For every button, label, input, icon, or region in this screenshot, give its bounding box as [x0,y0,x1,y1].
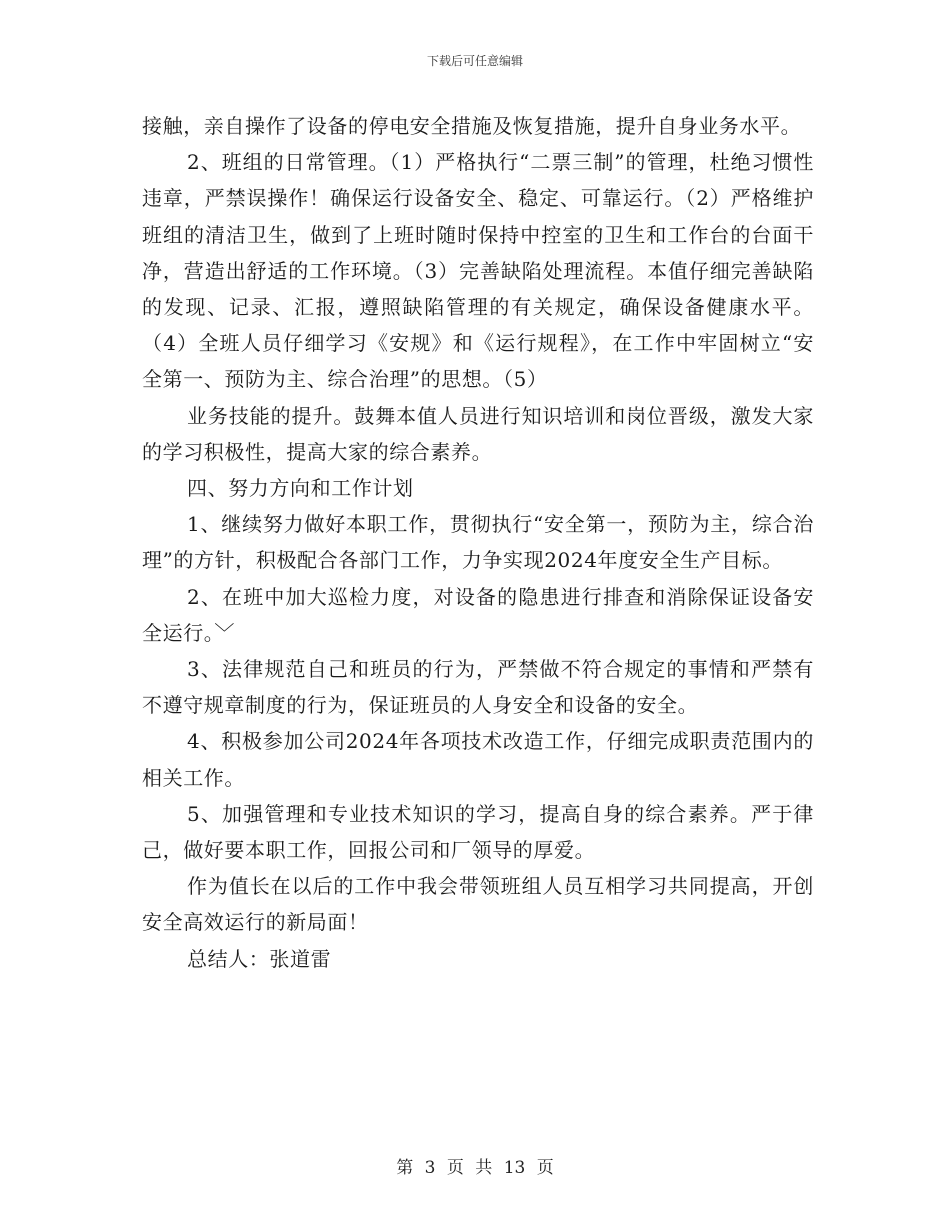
closing-statement: 作为值长在以后的工作中我会带领班组人员互相学习共同提高，开创安全高效运行的新局面！ [142,874,814,935]
plan-item-4: 4、积极参加公司2024年各项技术改造工作，仔细完成职责范围内的相关工作。 [142,729,814,790]
plan-item-3: 3、法律规范自己和班员的行为，严禁做不符合规定的事情和严禁有不遵守规章制度的行为，保证班员的人身安全和设备的安全。 [142,657,814,718]
plan-item-1: 1、继续努力做好本职工作，贯彻执行“安全第一，预防为主，综合治理”的方针，积极配合各部门工作，力争实现2024年度安全生产目标。 [142,512,814,573]
author-line: 总结人：张道雷 [187,946,332,971]
plan-item-2: 2、在班中加大巡检力度，对设备的隐患进行排查和消除保证设备安全运行。﹀ [142,584,814,645]
paragraph-team-management: 2、班组的日常管理。（1）严格执行“二票三制”的管理，杜绝习惯性违章，严禁误操作！确保运行设备安全、稳定、可靠运行。（2）严格维护班组的清洁卫生，做到了上班时随时保持中控室的卫生和工作台的台面干净，营造出舒适的工作环境。（3）完善缺陷处理流程。本值仔细完善缺陷的发现、记录、汇报，遵照缺陷管理的有关规定，确保设备健康水平。（4）全班人员仔细学习《安规》和《运行规程》，在工作中牢固树立“安全第一、预防为主、综合治理”的思想。（5） [142,150,814,392]
page-header-note: 下载后可任意编辑 [426,54,523,68]
paragraph-skills: 业务技能的提升。鼓舞本值人员进行知识培训和岗位晋级，激发大家的学习积极性，提高大家的综合素养。 [142,403,814,464]
page-number: 第 3 页 共 13 页 [396,1158,554,1178]
section-heading-plans: 四、努力方向和工作计划 [187,476,414,501]
document-body [142,108,814,977]
plan-item-5: 5、加强管理和专业技术知识的学习，提高自身的综合素养。严于律己，做好要本职工作，回报公司和厂领导的厚爱。 [142,801,814,863]
paragraph-continuation: 接触，亲自操作了设备的停电安全措施及恢复措施，提升自身业务水平。 [142,114,802,138]
